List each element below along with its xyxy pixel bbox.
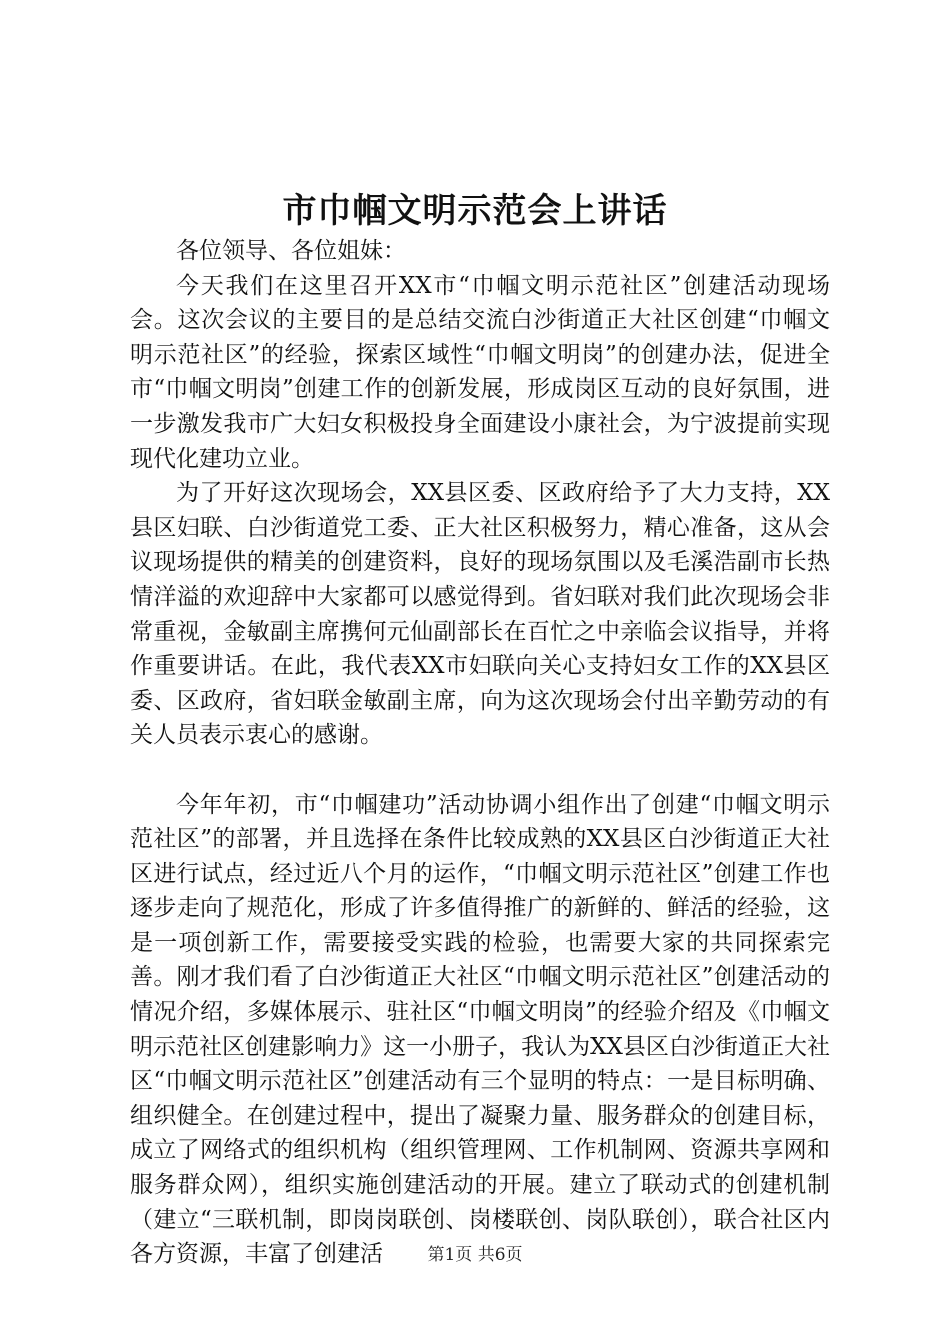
page-number-footer: 第1页 共6页 [427,1245,523,1265]
document-title: 市巾帼文明示范会上讲话 [282,191,668,231]
paragraph-1: 今天我们在这里召开XX市“巾帼文明示范社区”创建活动现场会。这次会议的主要目的是总结交流白沙街道正大社区创建“巾帼文明示范社区”的经验，探索区域性“巾帼文明岗”的创建办法，促进全市“巾帼文明岗”创建工作的创新发展，形成岗区互动的良好氛围，进一步激发我市广大妇女积极投身全面建设小康社会，为宁波提前实现现代化建功立业。 [130,272,830,472]
document-body [130,234,830,1272]
salutation: 各位领导、各位姐妹： [176,238,406,264]
paragraph-3: 今年年初，市“巾帼建功”活动协调小组作出了创建“巾帼文明示范社区”的部署，并且选择在条件比较成熟的XX县区白沙街道正大社区进行试点，经过近八个月的运作，“巾帼文明示范社区”创建工作也逐步走向了规范化，形成了许多值得推广的新鲜的、鲜活的经验，这是一项创新工作，需要接受实践的检验，也需要大家的共同探索完善。刚才我们看了白沙街道正大社区“巾帼文明示范社区”创建活动的情况介绍，多媒体展示、驻社区“巾帼文明岗”的经验介绍及《巾帼文明示范社区创建影响力》这一小册子，我认为XX县区白沙街道正大社区“巾帼文明示范社区”创建活动有三个显明的特点：一是目标明确、组织健全。在创建过程中，提出了凝聚力量、服务群众的创建目标，成立了网络式的组织机构（组织管理网、工作机制网、资源共享网和服务群众网），组织实施创建活动的开展。建立了联动式的创建机制（建立“三联机制，即岗岗联创、岗楼联创、岗队联创），联合社区内各方资源，丰富了创建活 [130,791,830,1268]
paragraph-2: 为了开好这次现场会，XX县区委、区政府给予了大力支持，XX县区妇联、白沙街道党工委、正大社区积极努力，精心准备，这从会议现场提供的精美的创建资料，良好的现场氛围以及毛溪浩副市长热情洋溢的欢迎辞中大家都可以感觉得到。省妇联对我们此次现场会非常重视，金敏副主席携何元仙副部长在百忙之中亲临会议指导，并将作重要讲话。在此，我代表XX市妇联向关心支持妇女工作的XX县区委、区政府，省妇联金敏副主席，向为这次现场会付出辛勤劳动的有关人员表示衷心的感谢。 [130,480,830,749]
